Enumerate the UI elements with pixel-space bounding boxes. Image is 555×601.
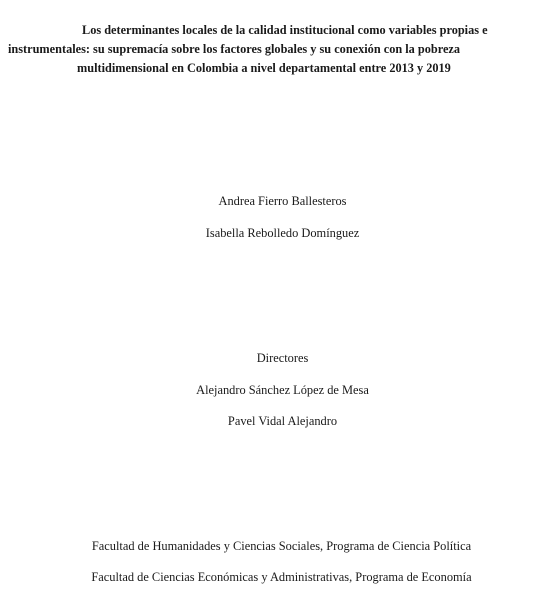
directors-heading: Directores [256,351,309,365]
title-line-2: instrumentales: su supremacía sobre los factores globales y su conexión con la pobreza [8,42,461,56]
thesis-title [8,21,548,78]
title-line-1: Los determinantes locales de la calidad institucional como variables propias e [82,23,488,37]
title-line-3: multidimensional en Colombia a nivel departamental entre 2013 y 2019 [77,61,451,75]
faculty-program: Facultad de Ciencias Económicas y Administrativas, Programa de Economía [91,570,472,584]
director-name: Alejandro Sánchez López de Mesa [196,383,369,397]
author-name: Isabella Rebolledo Domínguez [205,226,360,240]
director-name: Pavel Vidal Alejandro [227,414,338,428]
faculty-program: Facultad de Humanidades y Ciencias Sociales, Programa de Ciencia Política [91,539,472,553]
author-name: Andrea Fierro Ballesteros [218,194,347,208]
